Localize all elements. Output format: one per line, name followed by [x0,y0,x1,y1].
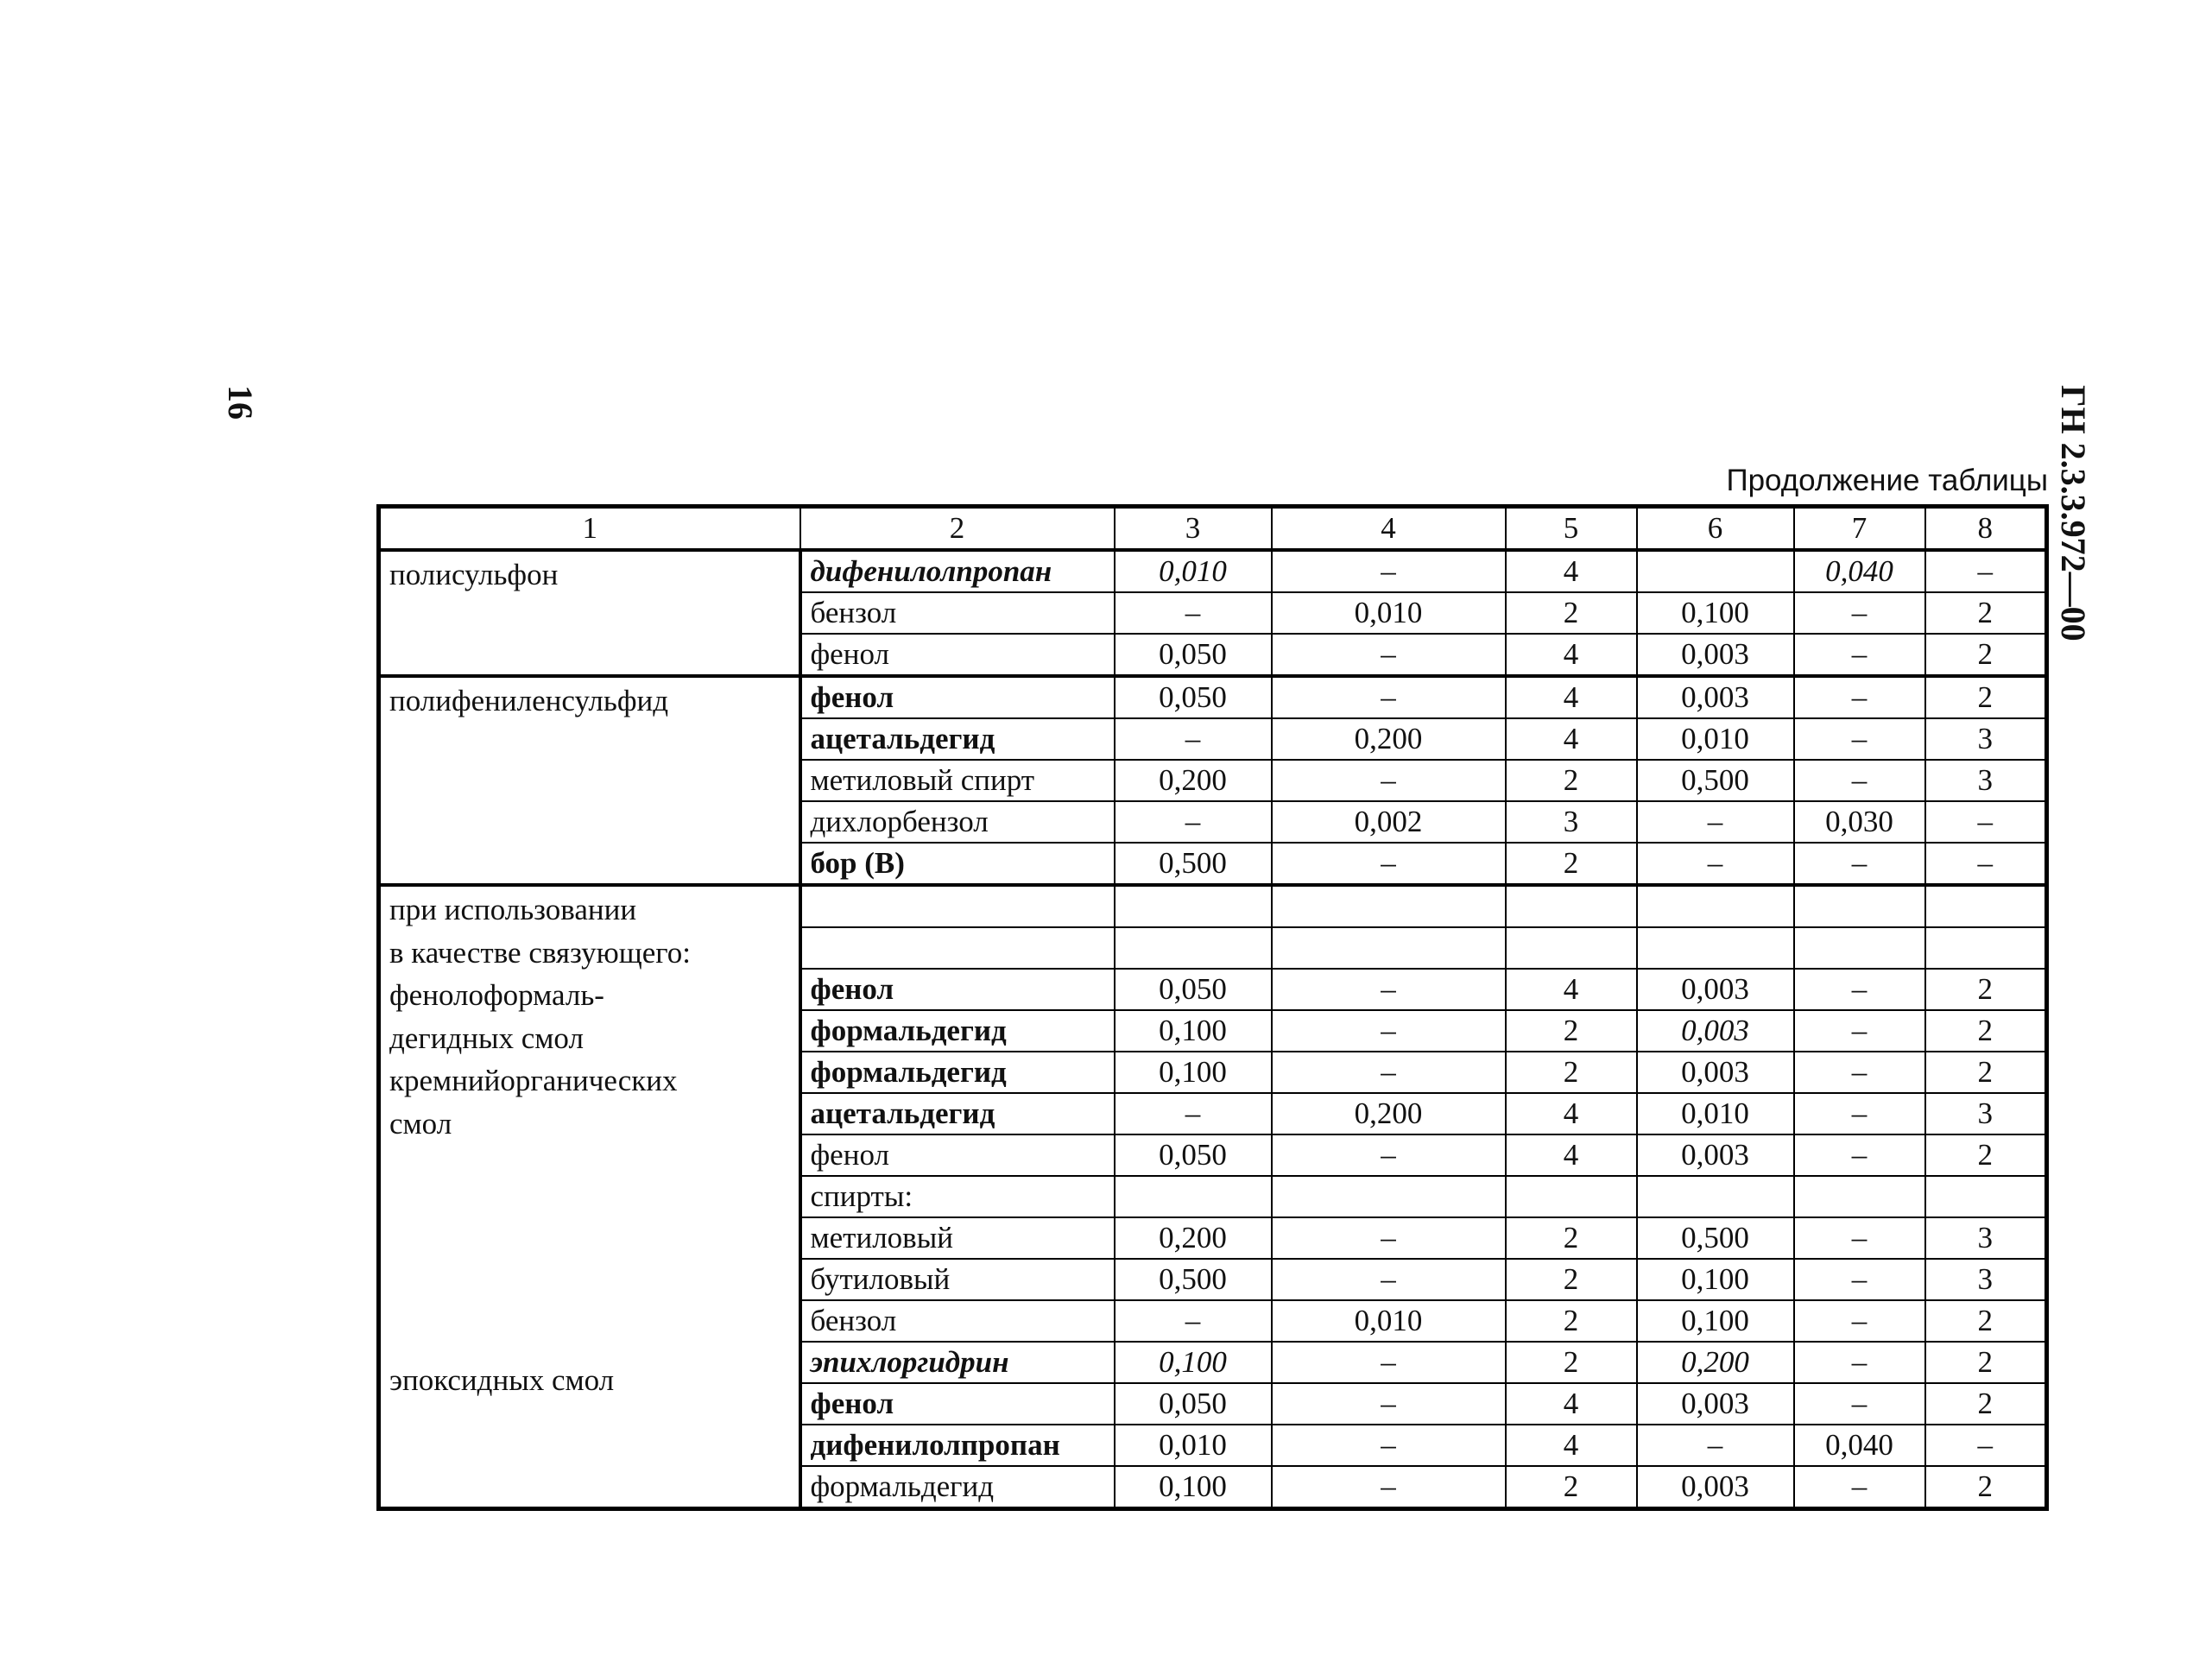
table-body [379,550,2047,1509]
value-cell-c3 [1115,1176,1272,1217]
value-cell-c8: – [1925,801,2047,843]
header-row [379,507,2047,551]
material-line: фенолоформаль- [389,978,604,1012]
value-cell-c4: – [1272,1466,1506,1509]
value-cell-c4: – [1272,1342,1506,1383]
value-cell-c5: 4 [1506,550,1637,592]
value-cell-c5: 4 [1506,676,1637,718]
value-cell-c7: – [1794,1466,1925,1509]
value-cell-c4: – [1272,676,1506,718]
value-cell-c7: – [1794,1093,1925,1134]
value-cell-c8: 3 [1925,718,2047,760]
substance-cell: фенол [800,969,1115,1010]
value-cell-c8: – [1925,843,2047,885]
substance-cell: бензол [800,1300,1115,1342]
value-cell-c5: 2 [1506,1259,1637,1300]
value-cell-c3: – [1115,1093,1272,1134]
value-cell-c5: 4 [1506,1425,1637,1466]
header-cell: 3 [1115,507,1272,551]
value-cell-c8 [1925,1176,2047,1217]
value-cell-c3: 0,500 [1115,1259,1272,1300]
value-cell-c6: 0,003 [1637,1052,1794,1093]
value-cell-c5: 4 [1506,969,1637,1010]
value-cell-c8: 3 [1925,1093,2047,1134]
value-cell-c6: 0,003 [1637,676,1794,718]
value-cell-c3 [1115,927,1272,969]
value-cell-c7: – [1794,676,1925,718]
value-cell-c6: 0,200 [1637,1342,1794,1383]
substance-cell: дифенилолпропан [800,550,1115,592]
value-cell-c7: – [1794,1342,1925,1383]
value-cell-c4: – [1272,1134,1506,1176]
value-cell-c5: 2 [1506,1300,1637,1342]
header-cell: 2 [800,507,1115,551]
value-cell-c7 [1794,1176,1925,1217]
value-cell-c8: 2 [1925,1052,2047,1093]
table-header [379,507,2047,551]
value-cell-c6: – [1637,843,1794,885]
value-cell-c4: 0,200 [1272,1093,1506,1134]
material-line [389,1188,790,1231]
value-cell-c4: – [1272,1052,1506,1093]
value-cell-c8: 3 [1925,1259,2047,1300]
value-cell-c3: 0,050 [1115,969,1272,1010]
value-cell-c7: – [1794,1052,1925,1093]
header-cell: 6 [1637,507,1794,551]
value-cell-c4: – [1272,1217,1506,1259]
value-cell-c6: 0,010 [1637,718,1794,760]
value-cell-c6: 0,003 [1637,969,1794,1010]
value-cell-c3: 0,200 [1115,760,1272,801]
value-cell-c4: 0,010 [1272,592,1506,634]
value-cell-c4 [1272,1176,1506,1217]
value-cell-c7: – [1794,634,1925,676]
value-cell-c6: 0,010 [1637,1093,1794,1134]
value-cell-c5 [1506,885,1637,927]
table-continuation-caption: Продолжение таблицы [1726,464,2048,497]
substance-cell: метиловый [800,1217,1115,1259]
value-cell-c4: – [1272,1259,1506,1300]
value-cell-c5: 3 [1506,801,1637,843]
substance-cell: ацетальдегид [800,1093,1115,1134]
value-cell-c3: 0,500 [1115,843,1272,885]
value-cell-c3: 0,010 [1115,1425,1272,1466]
value-cell-c8 [1925,885,2047,927]
substance-cell: метиловый спирт [800,760,1115,801]
value-cell-c3: 0,100 [1115,1010,1272,1052]
substance-cell: бор (В) [800,843,1115,885]
value-cell-c7: – [1794,969,1925,1010]
value-cell-c6: 0,003 [1637,1134,1794,1176]
value-cell-c4: – [1272,969,1506,1010]
material-cell [379,550,800,676]
value-cell-c7: – [1794,718,1925,760]
substance-cell: эпихлоргидрин [800,1342,1115,1383]
value-cell-c8: 2 [1925,634,2047,676]
value-cell-c5 [1506,927,1637,969]
substance-cell: дихлорбензол [800,801,1115,843]
value-cell-c8: 2 [1925,969,2047,1010]
value-cell-c8: 2 [1925,1010,2047,1052]
value-cell-c6 [1637,1176,1794,1217]
value-cell-c5: 2 [1506,760,1637,801]
header-cell: 5 [1506,507,1637,551]
substance-cell: фенол [800,1134,1115,1176]
value-cell-c3: 0,050 [1115,1383,1272,1425]
substance-cell: дифенилолпропан [800,1425,1115,1466]
value-cell-c3: 0,050 [1115,634,1272,676]
substance-cell [800,885,1115,927]
value-cell-c4: 0,200 [1272,718,1506,760]
substance-cell: фенол [800,1383,1115,1425]
header-cell: 7 [1794,507,1925,551]
material-line: дегидных смол [389,1021,584,1055]
material-line [389,1145,790,1188]
value-cell-c4: – [1272,634,1506,676]
substance-cell: бензол [800,592,1115,634]
material-line: при использовании [389,893,637,926]
header-cell: 1 [379,507,800,551]
value-cell-c5 [1506,1176,1637,1217]
value-cell-c8: 2 [1925,676,2047,718]
value-cell-c8: 2 [1925,1342,2047,1383]
value-cell-c6: 0,003 [1637,1010,1794,1052]
value-cell-c8: 2 [1925,1300,2047,1342]
value-cell-c3: 0,100 [1115,1052,1272,1093]
value-cell-c8: 2 [1925,1383,2047,1425]
material-cell [379,885,800,1509]
value-cell-c7 [1794,927,1925,969]
material-line [389,1273,790,1317]
table-row [379,676,2047,718]
value-cell-c3: 0,050 [1115,676,1272,718]
value-cell-c4: – [1272,843,1506,885]
value-cell-c8: 2 [1925,592,2047,634]
value-cell-c7: – [1794,1259,1925,1300]
value-cell-c3: 0,100 [1115,1466,1272,1509]
value-cell-c5: 4 [1506,1383,1637,1425]
value-cell-c3: – [1115,1300,1272,1342]
value-cell-c4: – [1272,1010,1506,1052]
value-cell-c7: – [1794,1300,1925,1342]
value-cell-c4: – [1272,760,1506,801]
value-cell-c4: – [1272,1425,1506,1466]
value-cell-c7: 0,040 [1794,550,1925,592]
value-cell-c6: – [1637,1425,1794,1466]
value-cell-c8: 2 [1925,1466,2047,1509]
table-row [379,550,2047,592]
value-cell-c7: – [1794,1217,1925,1259]
value-cell-c5: 2 [1506,843,1637,885]
substance-cell: формальдегид [800,1052,1115,1093]
value-cell-c4: 0,002 [1272,801,1506,843]
value-cell-c4 [1272,885,1506,927]
value-cell-c5: 4 [1506,718,1637,760]
value-cell-c8: – [1925,1425,2047,1466]
value-cell-c6: 0,100 [1637,1259,1794,1300]
substance-cell: спирты: [800,1176,1115,1217]
value-cell-c3: 0,010 [1115,550,1272,592]
value-cell-c6: 0,500 [1637,1217,1794,1259]
value-cell-c6 [1637,885,1794,927]
value-cell-c8 [1925,927,2047,969]
substance-cell: фенол [800,634,1115,676]
value-cell-c8: 3 [1925,1217,2047,1259]
value-cell-c6: 0,500 [1637,760,1794,801]
value-cell-c6 [1637,550,1794,592]
value-cell-c8: 3 [1925,760,2047,801]
material-line: в качестве связующего: [389,935,691,970]
value-cell-c5: 2 [1506,1217,1637,1259]
value-cell-c7 [1794,885,1925,927]
value-cell-c3: 0,200 [1115,1217,1272,1259]
value-cell-c6 [1637,927,1794,969]
value-cell-c7: – [1794,1383,1925,1425]
substance-cell: фенол [800,676,1115,718]
substance-cell: ацетальдегид [800,718,1115,760]
value-cell-c6: 0,003 [1637,1466,1794,1509]
value-cell-c3 [1115,885,1272,927]
value-cell-c3: 0,050 [1115,1134,1272,1176]
value-cell-c5: 2 [1506,592,1637,634]
value-cell-c3: 0,100 [1115,1342,1272,1383]
value-cell-c4 [1272,927,1506,969]
value-cell-c8: 2 [1925,1134,2047,1176]
value-cell-c4: 0,010 [1272,1300,1506,1342]
table-row [379,885,2047,927]
material-line: полифениленсульфид [389,684,669,717]
value-cell-c8: – [1925,550,2047,592]
header-cell: 4 [1272,507,1506,551]
value-cell-c6: 0,003 [1637,634,1794,676]
value-cell-c4: – [1272,1383,1506,1425]
value-cell-c3: – [1115,718,1272,760]
value-cell-c5: 2 [1506,1010,1637,1052]
material-line: смол [389,1106,452,1141]
material-line: полисульфон [389,558,559,591]
material-line [389,1316,790,1359]
value-cell-c5: 4 [1506,1134,1637,1176]
material-line: эпоксидных смол [389,1362,615,1397]
value-cell-c5: 2 [1506,1466,1637,1509]
value-cell-c3: – [1115,801,1272,843]
value-cell-c5: 4 [1506,1093,1637,1134]
value-cell-c7: – [1794,760,1925,801]
value-cell-c4: – [1272,550,1506,592]
material-cell [379,676,800,885]
value-cell-c5: 2 [1506,1342,1637,1383]
material-line [389,1230,790,1273]
material-line: кремнийорганических [389,1064,678,1097]
value-cell-c5: 4 [1506,634,1637,676]
substance-cell: формальдегид [800,1010,1115,1052]
value-cell-c5: 2 [1506,1052,1637,1093]
substance-cell [800,927,1115,969]
value-cell-c6: 0,003 [1637,1383,1794,1425]
value-cell-c7: 0,040 [1794,1425,1925,1466]
value-cell-c3: – [1115,592,1272,634]
substance-cell: формальдегид [800,1466,1115,1509]
value-cell-c7: – [1794,592,1925,634]
value-cell-c7: – [1794,843,1925,885]
page-number: 16 [221,385,260,420]
value-cell-c7: 0,030 [1794,801,1925,843]
hygiene-standards-table [376,504,2049,1511]
value-cell-c6: 0,100 [1637,592,1794,634]
value-cell-c6: – [1637,801,1794,843]
value-cell-c7: – [1794,1010,1925,1052]
substance-cell: бутиловый [800,1259,1115,1300]
header-cell: 8 [1925,507,2047,551]
value-cell-c6: 0,100 [1637,1300,1794,1342]
document-code: ГН 2.3.3.972—00 [2054,385,2093,641]
value-cell-c7: – [1794,1134,1925,1176]
